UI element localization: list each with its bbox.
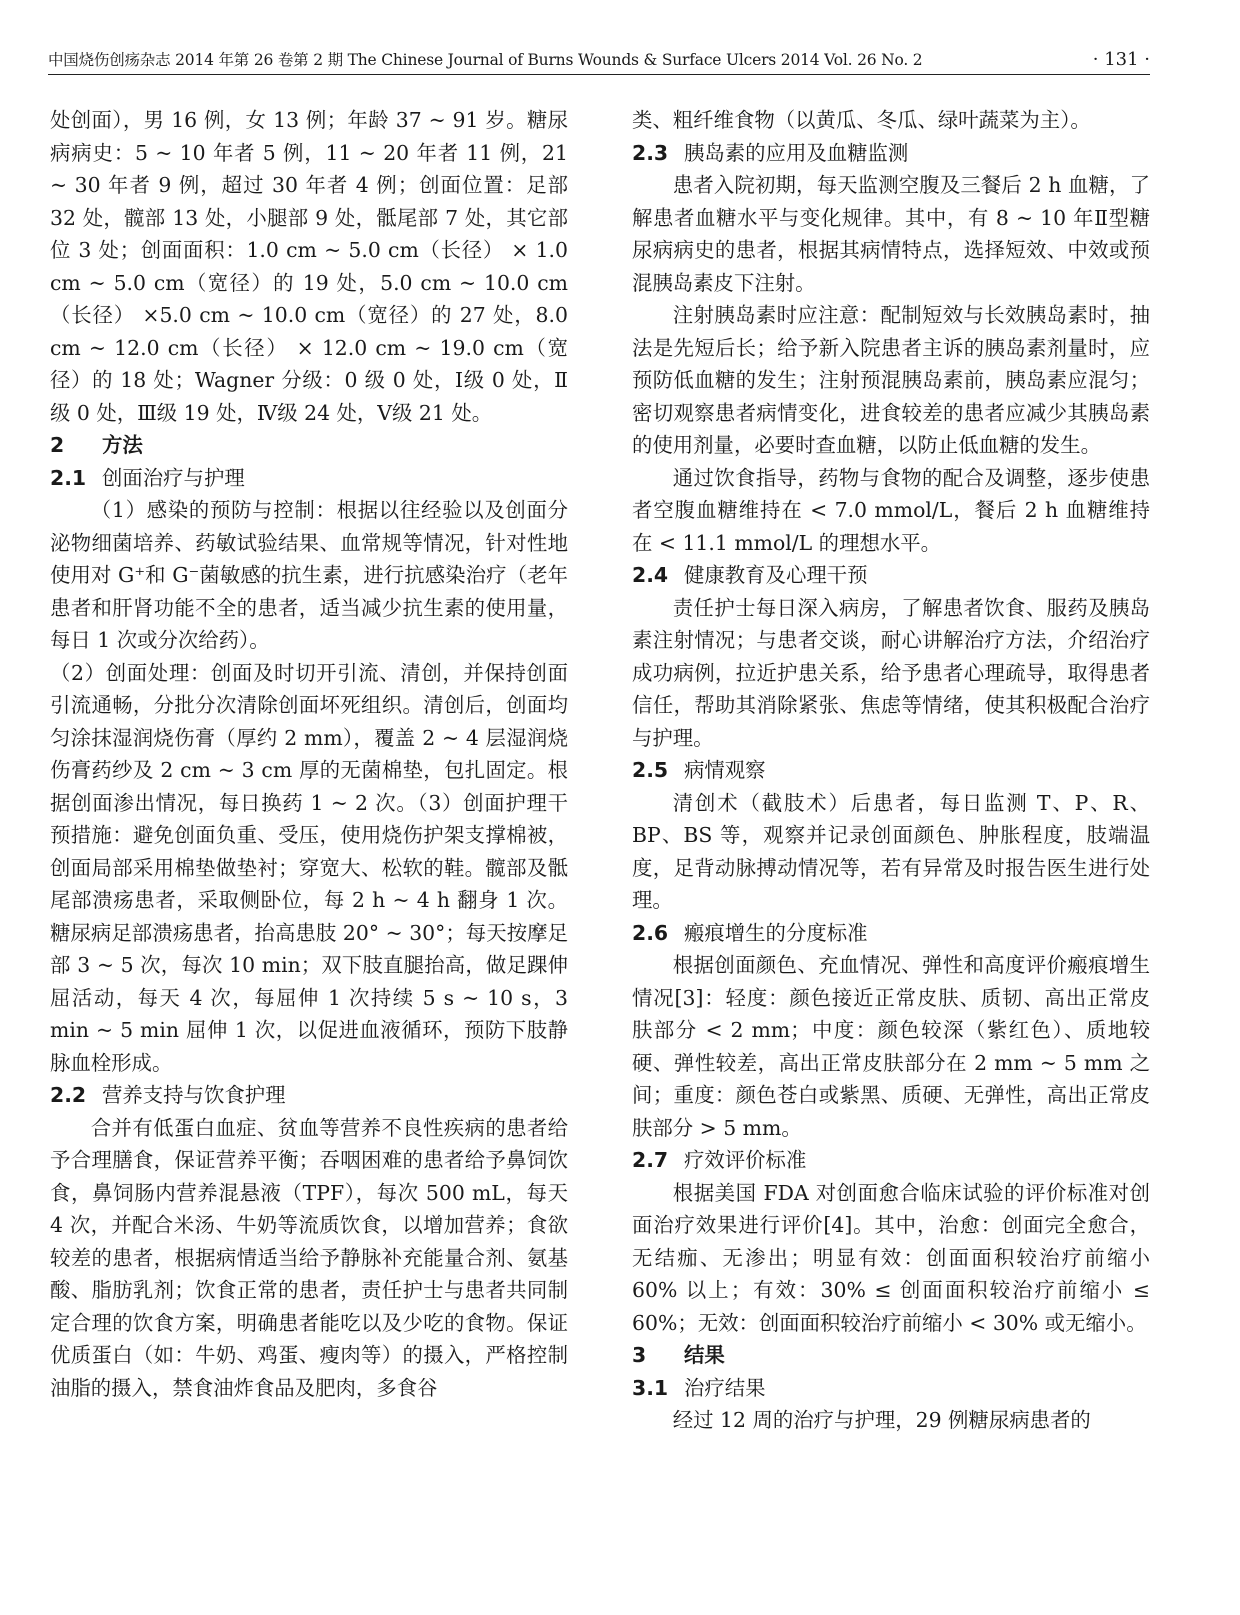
paragraph: 根据创面颜色、充血情况、弹性和高度评价瘢痕增生情况[3]：轻度：颜色接近正常皮肤、质韧、高出正常皮肤部分 < 2 mm；中度：颜色较深（紫红色）、质地较硬、弹性较差，高出正常皮肤部分在 2 mm ~ 5 mm 之间；重度：颜色苍白或紫黑、质硬、无弹性，高出正常皮肤部分 > 5 mm。 [632, 953, 1150, 1140]
paragraph: 注射胰岛素时应注意：配制短效与长效胰岛素时，抽法是先短后长；给予新入院患者主诉的胰岛素剂量时，应预防低血糖的发生；注射预混胰岛素前，胰岛素应混匀；密切观察患者病情变化，进食较差的患者应减少其胰岛素的使用剂量，必要时查血糖，以防止低血糖的发生。 [632, 303, 1150, 457]
subsection-heading: 2.4 健康教育及心理干预 [632, 563, 868, 587]
running-header [48, 46, 1150, 75]
subsection-heading: 2.3 胰岛素的应用及血糖监测 [632, 140, 909, 165]
subsection-heading: 3.1 治疗结果 [632, 1375, 766, 1400]
paragraph: 处创面），男 16 例，女 13 例；年龄 37 ~ 91 岁。糖尿病病史：5 ~ 10 年者 5 例，11 ~ 20 年者 11 例，21 ~ 30 年者 9 例，超过 30 年者 4 例；创面位置：足部 32 处，髋部 13 处，小腿部 9 处，骶尾部 7 处，其它部位 3 处；创面面积：1.0 cm ~ 5.0 cm（长径） × 1.0 cm ~ 5.0 cm（宽径）的 19 处，5.0 cm ~ 10.0 cm（长径） ×5.0 cm ~ 10.0 cm（宽径）的 27 处，8.0 cm ~ 12.0 cm（长径） × 12.0 cm ~ 19.0 cm（宽径）的 18 处；Wagner 分级：0 级 0 处，Ⅰ级 0 处，Ⅱ级 0 处，Ⅲ级 19 处，Ⅳ级 24 处，Ⅴ级 21 处。 [50, 108, 568, 425]
right-column [632, 104, 1150, 1437]
paragraph: 清创术（截肢术）后患者，每日监测 T、P、R、BP、BS 等，观察并记录创面颜色、肿胀程度，肢端温度，足背动脉搏动情况等，若有异常及时报告医生进行处理。 [632, 790, 1150, 912]
paragraph: 合并有低蛋白血症、贫血等营养不良性疾病的患者给予合理膳食，保证营养平衡；吞咽困难的患者给予鼻饲饮食，鼻饲肠内营养混悬液（TPF），每次 500 mL，每天 4 次，并配合米汤、牛奶等流质饮食，以增加营养；食欲较差的患者，根据病情适当给予静脉补充能量合剂、氨基酸、脂肪乳剂；饮食正常的患者，责任护士与患者共同制定合理的饮食方案，明确患者能吃以及少吃的食物。保证优质蛋白（如：牛奶、鸡蛋、瘦肉等）的摄入，严格控制油脂的摄入，禁食油炸食品及肥肉，多食谷 [50, 1115, 568, 1400]
subsection-heading: 2.6 瘢痕增生的分度标准 [632, 920, 868, 945]
paragraph: 类、粗纤维食物（以黄瓜、冬瓜、绿叶蔬菜为主）。 [632, 108, 1091, 132]
paragraph: 通过饮食指导，药物与食物的配合及调整，逐步使患者空腹血糖维持在 < 7.0 mmol/L，餐后 2 h 血糖维持在 < 11.1 mmol/L 的理想水平。 [632, 465, 1150, 555]
section-heading-results: 3 结果 [632, 1343, 725, 1367]
paragraph: 根据美国 FDA 对创面愈合临床试验的评价标准对创面治疗效果进行评价[4]。其中，治愈：创面完全愈合，无结痂、无渗出；明显有效：创面面积较治疗前缩小 60% 以上；有效：30% ≤ 创面面积较治疗前缩小 ≤ 60%；无效：创面面积较治疗前缩小 < 30% 或无缩小。 [632, 1180, 1150, 1335]
subsection-heading: 2.1 创面治疗与护理 [50, 465, 245, 490]
journal-running-title: 中国烧伤创疡杂志 2014 年第 26 卷第 2 期 The Chinese Journal of Burns Wounds & Surface Ulcers 2014 Vol. 26 No. 2 [48, 51, 923, 69]
paragraph: 责任护士每日深入病房，了解患者饮食、服药及胰岛素注射情况；与患者交谈，耐心讲解治疗方法，介绍治疗成功病例，拉近护患关系，给予患者心理疏导，取得患者信任，帮助其消除紧张、焦虑等情绪，使其积极配合治疗与护理。 [632, 595, 1150, 750]
left-column [50, 104, 568, 1404]
paragraph: 患者入院初期，每天监测空腹及三餐后 2 h 血糖，了解患者血糖水平与变化规律。其中，有 8 ~ 10 年Ⅱ型糖尿病病史的患者，根据其病情特点，选择短效、中效或预混胰岛素皮下注射。 [632, 173, 1150, 295]
paragraph: （1）感染的预防与控制：根据以往经验以及创面分泌物细菌培养、药敏试验结果、血常规等情况，针对性地使用对 G⁺和 G⁻菌敏感的抗生素，进行抗感染治疗（老年患者和肝肾功能不全的患者，适当减少抗生素的使用量，每日 1 次或分次给药）。 [50, 498, 568, 652]
page-number: · 131 · [1092, 49, 1150, 70]
subsection-heading: 2.7 疗效评价标准 [632, 1148, 807, 1172]
subsection-heading: 2.2 营养支持与饮食护理 [50, 1083, 286, 1107]
subsection-heading: 2.5 病情观察 [632, 758, 766, 782]
paragraph: 经过 12 周的治疗与护理，29 例糖尿病患者的 [672, 1408, 1091, 1432]
section-heading-methods: 2 方法 [50, 433, 143, 457]
paragraph: （2）创面处理：创面及时切开引流、清创，并保持创面引流通畅，分批分次清除创面坏死组织。清创后，创面均匀涂抹湿润烧伤膏（厚约 2 mm），覆盖 2 ~ 4 层湿润烧伤膏药纱及 2 cm ~ 3 cm 厚的无菌棉垫，包扎固定。根据创面渗出情况，每日换药 1 ~ 2 次。（3）创面护理干预措施：避免创面负重、受压，使用烧伤护架支撑棉被，创面局部采用棉垫做垫衬；穿宽大、松软的鞋。髋部及骶尾部溃疡患者，采取侧卧位，每 2 h ~ 4 h 翻身 1 次。糖尿病足部溃疡患者，抬高患肢 20° ~ 30°；每天按摩足部 3 ~ 5 次，每次 10 min；双下肢直腿抬高，做足踝伸屈活动，每天 4 次，每屈伸 1 次持续 5 s ~ 10 s，3 min ~ 5 min 屈伸 1 次，以促进血液循环，预防下肢静脉血栓形成。 [50, 660, 568, 1075]
